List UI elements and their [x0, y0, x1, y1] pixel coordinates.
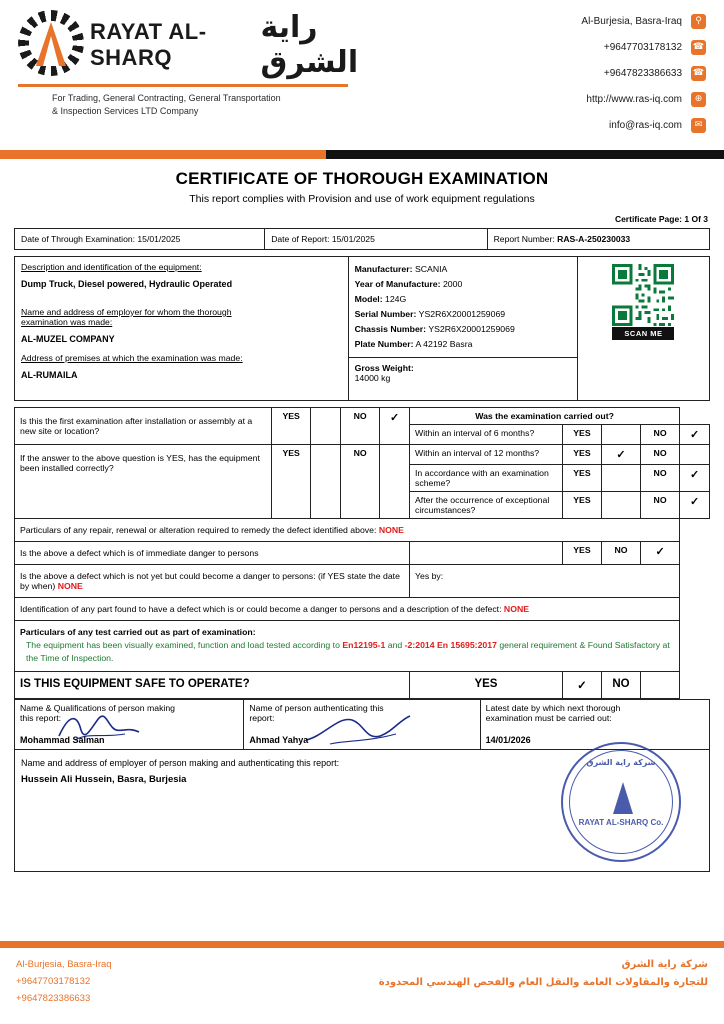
scheme-label: In accordance with an examination scheme? — [410, 465, 563, 492]
phone-icon: ☎ — [691, 40, 706, 55]
next-examination-cell — [480, 700, 709, 750]
field-value: 124G — [385, 294, 407, 304]
field-label: Plate Number: — [354, 339, 414, 349]
equipment-field — [355, 262, 571, 277]
immediate-danger-label: Is the above a defect which is of immediate danger to persons — [15, 542, 410, 565]
maker-label-line2: this report: — [20, 713, 62, 723]
interval-12-yes-label: YES — [562, 445, 601, 465]
report-meta-table — [14, 228, 710, 250]
stamp-text-ar: شركة راية الشرق — [586, 758, 656, 767]
report-date-label: Date of Report: — [271, 234, 330, 244]
table-row — [15, 229, 710, 250]
table-row — [15, 257, 710, 358]
page-header — [0, 0, 724, 150]
field-value: YS2R6X20001259069 — [428, 324, 515, 334]
carried-out-header: Was the examination carried out? — [410, 408, 680, 425]
authenticator-signature-cell — [244, 700, 480, 750]
qr-code-icon — [612, 264, 674, 326]
tests-cell — [15, 621, 680, 672]
footer-phone-1: +9647703178132 — [16, 976, 91, 987]
final-employer-cell — [15, 750, 710, 872]
table-row — [15, 408, 710, 425]
contact-text: +9647703178132 — [603, 42, 682, 53]
tests-label: Particulars of any test carried out as part of examination: — [20, 627, 256, 637]
equipment-field — [355, 322, 571, 337]
safe-no-checkbox[interactable] — [641, 672, 680, 699]
footer-company-ar: شركة راية الشرق — [621, 959, 708, 970]
qr-scan-caption: SCAN ME — [612, 327, 674, 340]
footer-address: Al-Burjesia, Basra-Iraq — [16, 959, 112, 970]
scheme-no-label: NO — [641, 465, 680, 492]
next-exam-label-line1: Latest date by which next thorough — [485, 703, 621, 713]
logo-divider — [18, 84, 348, 87]
equipment-desc-label: Description and identification of the equipment: — [21, 262, 202, 272]
question-installed-correctly-label: If the answer to the above question is YES, has the equipment been installed correctly? — [15, 445, 272, 519]
interval-6-label: Within an interval of 6 months? — [410, 425, 563, 445]
field-label: Model: — [354, 294, 383, 304]
employer-label-line2: examination was made: — [21, 317, 113, 327]
company-logo-block — [14, 8, 394, 150]
safe-no-label: NO — [601, 672, 640, 699]
field-label: Manufacturer: — [354, 264, 413, 274]
phone-icon: ☎ — [691, 66, 706, 81]
q2-no-label: NO — [341, 445, 380, 519]
field-label: Year of Manufacture: — [354, 279, 441, 289]
report-number-cell — [487, 229, 709, 250]
q1-yes-label: YES — [272, 408, 311, 445]
table-row — [15, 598, 710, 621]
company-tagline-line2: & Inspection Services LTD Company — [52, 106, 199, 116]
maker-label-line1: Name & Qualifications of person making — [20, 703, 176, 713]
globe-icon: ⊕ — [691, 92, 706, 107]
maker-signature-cell — [15, 700, 244, 750]
footer-tagline-ar: للتجارة والمقاولات العامة والنقل العام والفحص الهندسي المحدودة — [378, 977, 708, 988]
tests-standard-2: -2:2014 En 15695:2017 — [404, 640, 497, 650]
premises-label: Address of premises at which the examination was made: — [21, 353, 243, 363]
equipment-identification-table — [14, 256, 710, 401]
immediate-danger-no-checkbox[interactable]: ✓ — [641, 542, 680, 565]
field-label: Chassis Number: — [354, 324, 427, 334]
particulars-repair-cell — [15, 519, 680, 542]
q1-no-checkbox[interactable]: ✓ — [380, 408, 410, 445]
gross-weight-label: Gross Weight: — [354, 363, 414, 373]
equipment-fields-cell — [348, 257, 577, 358]
table-row — [15, 565, 710, 598]
future-danger-label: Is the above a defect which is not yet but could become a danger to persons: (if YES state the date by when) — [20, 571, 400, 591]
footer-phone-2: +9647823386633 — [16, 993, 91, 1004]
particulars-repair-value: NONE — [378, 525, 404, 535]
q2-yes-label: YES — [272, 445, 311, 519]
exceptional-no-checkbox[interactable]: ✓ — [680, 492, 710, 519]
q1-yes-checkbox[interactable] — [311, 408, 341, 445]
equipment-field — [355, 307, 571, 322]
immediate-danger-no-label: NO — [601, 542, 640, 565]
exceptional-label: After the occurrence of exceptional circumstances? — [410, 492, 563, 519]
interval-6-yes-label: YES — [562, 425, 601, 445]
field-value: YS2R6X20001259069 — [418, 309, 506, 319]
safe-yes-label: YES — [410, 672, 563, 699]
report-date-value: 15/01/2025 — [331, 234, 375, 244]
exceptional-yes-label: YES — [562, 492, 601, 519]
field-value: A 42192 Basra — [415, 339, 473, 349]
interval-12-no-checkbox[interactable] — [680, 445, 710, 465]
contact-item — [394, 118, 706, 133]
table-row — [15, 542, 710, 565]
employer-value: AL-MUZEL COMPANY — [21, 334, 115, 344]
premises-value: AL-RUMAILA — [21, 370, 78, 380]
scheme-yes-label: YES — [562, 465, 601, 492]
page-title: CERTIFICATE OF THOROUGH EXAMINATION — [175, 169, 549, 188]
equipment-field — [355, 292, 571, 307]
scheme-yes-checkbox[interactable] — [601, 465, 640, 492]
gross-weight-value: 14000 kg — [354, 373, 391, 383]
interval-12-label: Within an interval of 12 months? — [410, 445, 563, 465]
safe-to-operate-label: IS THIS EQUIPMENT SAFE TO OPERATE? — [15, 672, 410, 699]
interval-6-no-label: NO — [641, 425, 680, 445]
contact-item — [394, 40, 706, 55]
mail-icon: ✉ — [691, 118, 706, 133]
yes-by-field[interactable] — [410, 565, 680, 598]
interval-12-yes-checkbox[interactable]: ✓ — [601, 445, 640, 465]
contact-text: Al-Burjesia, Basra-Iraq — [581, 16, 682, 27]
tests-text-3: general requirement & Found Satisfactory at the Time of Inspection. — [26, 640, 670, 663]
field-value: SCANIA — [414, 264, 448, 274]
tests-text-1: The equipment has been visually examined, function and load tested according to — [26, 640, 343, 650]
company-name-ar: راية الشرق — [260, 10, 359, 80]
immediate-danger-yes-label: YES — [562, 542, 601, 565]
footer-color-bar — [0, 941, 724, 948]
contact-text: +9647823386633 — [603, 68, 682, 79]
interval-12-no-label: NO — [641, 445, 680, 465]
auth-label-line2: report: — [249, 713, 275, 723]
equipment-desc-value: Dump Truck, Diesel powered, Hydraulic Operated — [21, 279, 233, 289]
contact-item — [394, 92, 706, 107]
company-stamp-icon — [561, 742, 681, 862]
qr-code-cell — [577, 257, 709, 401]
future-danger-cell — [15, 565, 410, 598]
q2-yes-checkbox[interactable] — [311, 445, 341, 519]
final-employer-value: Hussein Ali Hussein, Basra, Burjesia — [21, 774, 187, 785]
exceptional-yes-checkbox[interactable] — [601, 492, 640, 519]
contact-item — [394, 14, 706, 29]
next-exam-label-line2: examination must be carried out: — [485, 713, 612, 723]
safe-yes-checkbox[interactable]: ✓ — [562, 672, 601, 699]
defect-identification-value: NONE — [503, 604, 530, 614]
company-tagline-line1: For Trading, General Contracting, General Transportation — [52, 93, 281, 103]
contact-email[interactable]: info@ras-iq.com — [609, 120, 682, 131]
exam-date-label: Date of Through Examination: — [21, 234, 136, 244]
particulars-repair-label: Particulars of any repair, renewal or alteration required to remedy the defect identified above: — [20, 525, 377, 535]
question-first-exam-label: Is this the first examination after installation or assembly at a new site or location? — [15, 408, 272, 445]
field-label: Serial Number: — [354, 309, 417, 319]
final-employer-label: Name and address of employer of person making and authenticating this report: — [21, 758, 340, 768]
table-row — [15, 621, 710, 672]
auth-label-line1: Name of person authenticating this — [249, 703, 384, 713]
report-number-value: RAS-A-250230033 — [557, 234, 631, 244]
exam-date-value: 15/01/2025 — [137, 234, 181, 244]
next-exam-date: 14/01/2026 — [485, 735, 531, 745]
contact-website[interactable]: http://www.ras-iq.com — [586, 94, 682, 105]
company-name-en: RAYAT AL-SHARQ — [90, 19, 207, 70]
page-subtitle: This report complies with Provision and use of work equipment regulations — [189, 193, 535, 205]
contact-item — [394, 66, 706, 81]
equipment-description-cell — [15, 257, 349, 401]
q1-no-label: NO — [341, 408, 380, 445]
equipment-field — [355, 337, 571, 352]
company-contacts — [394, 8, 710, 150]
table-row — [15, 445, 710, 465]
location-icon: ⚲ — [691, 14, 706, 29]
report-number-label: Report Number: — [493, 234, 555, 244]
header-color-bar — [0, 150, 724, 159]
signatures-table — [14, 699, 710, 872]
authenticator-name: Ahmad Yahya — [249, 735, 309, 745]
authenticator-signature-image — [304, 710, 414, 746]
maker-name: Mohammad Salman — [20, 735, 105, 745]
page-footer — [0, 948, 724, 1024]
scheme-no-checkbox[interactable]: ✓ — [680, 465, 710, 492]
equipment-field — [355, 277, 571, 292]
future-danger-value: NONE — [57, 581, 83, 591]
field-value: 2000 — [442, 279, 463, 289]
table-row — [15, 700, 710, 750]
defect-identification-label: Identification of any part found to have a defect which is or could become a danger to persons and a description of the defect: — [20, 604, 502, 614]
stamp-text-en: RAYAT AL-SHARQ Co. — [578, 818, 664, 827]
yes-by-label: Yes by: — [415, 571, 444, 581]
exam-date-cell — [15, 229, 265, 250]
tests-text-2: and — [385, 640, 405, 650]
table-row — [15, 519, 710, 542]
immediate-danger-spacer — [410, 542, 563, 565]
interval-6-yes-checkbox[interactable] — [601, 425, 640, 445]
table-row — [15, 750, 710, 872]
table-row — [15, 672, 710, 699]
gross-weight-cell — [348, 358, 577, 401]
employer-label-line1: Name and address of employer for whom the thorough — [21, 307, 232, 317]
tests-standard-1: En12195-1 — [342, 640, 386, 650]
exceptional-no-label: NO — [641, 492, 680, 519]
interval-6-no-checkbox[interactable]: ✓ — [680, 425, 710, 445]
defect-identification-cell — [15, 598, 680, 621]
report-date-cell — [265, 229, 487, 250]
examination-questions-table — [14, 407, 710, 699]
certificate-page-label: Certificate Page: 1 Of 3 — [614, 214, 708, 224]
gear-derrick-logo-icon — [14, 8, 88, 82]
q2-no-checkbox[interactable] — [380, 445, 410, 519]
